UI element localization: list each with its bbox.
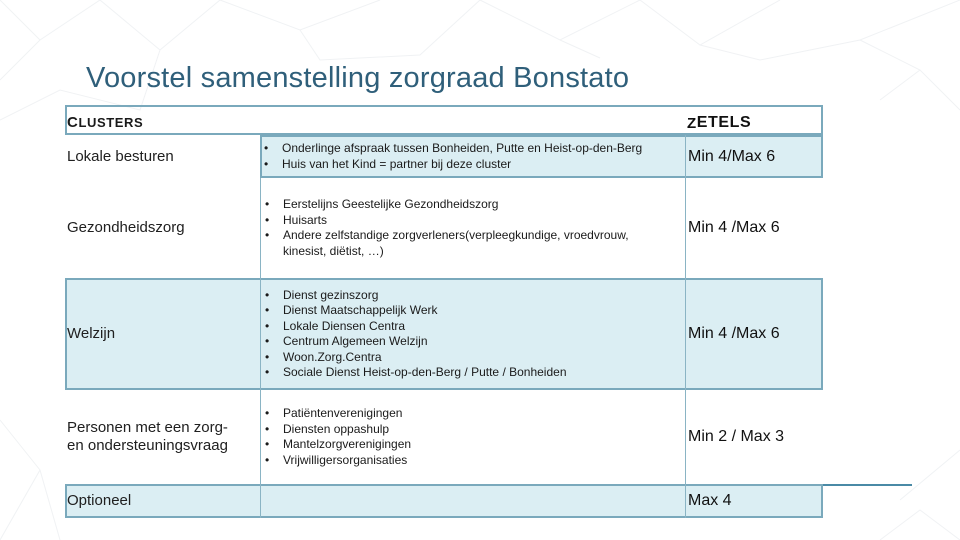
seats-value: Min 4/Max 6 bbox=[688, 147, 776, 165]
seats-cell bbox=[685, 135, 823, 178]
item-text: Sociale Dienst Heist-op-den-Berg / Putte / Bonheiden bbox=[283, 365, 567, 379]
header-clusters-rest: LUSTERS bbox=[78, 115, 144, 130]
bullet: • bbox=[264, 141, 269, 155]
list-item bbox=[265, 365, 567, 381]
table-row bbox=[65, 135, 823, 178]
bullet: • bbox=[265, 406, 270, 420]
list-item bbox=[265, 303, 567, 319]
table-row bbox=[65, 390, 823, 484]
item-text: Mantelzorgverenigingen bbox=[283, 437, 412, 451]
item-text: Lokale Diensen Centra bbox=[283, 318, 406, 333]
item-text: Woon.Zorg.Centra bbox=[283, 349, 382, 364]
list-item bbox=[264, 141, 643, 157]
bullet: • bbox=[265, 228, 270, 242]
list-item bbox=[264, 156, 642, 173]
cluster-name: Welzijn bbox=[67, 325, 116, 342]
items-list bbox=[260, 141, 642, 172]
item-text: Eerstelijns Geestelijke Gezondheidszorg bbox=[283, 197, 499, 211]
bullet: • bbox=[265, 318, 270, 333]
item-text: Andere zelfstandige zorgverleners(verpleegkundige, vroedvrouw, kinesist, diëtist, …) bbox=[283, 228, 629, 258]
cluster-name: Personen met een zorg- en ondersteuningsvraag bbox=[67, 419, 228, 454]
cluster-cell bbox=[65, 390, 260, 484]
cluster-name: Optioneel bbox=[67, 492, 132, 509]
page-title: Voorstel samenstelling zorgraad Bonstato bbox=[86, 62, 630, 94]
seats-value: Min 4 /Max 6 bbox=[688, 325, 780, 342]
header-seats bbox=[685, 105, 823, 135]
seats-cell bbox=[685, 390, 823, 484]
seats-value: Max 4 bbox=[688, 492, 732, 509]
list-item bbox=[265, 437, 412, 453]
seats-cell bbox=[685, 484, 823, 518]
bullet: • bbox=[265, 421, 270, 436]
table-header bbox=[65, 105, 823, 135]
seats-cell bbox=[685, 278, 823, 390]
bullet: • bbox=[265, 349, 270, 364]
seats-cell bbox=[685, 178, 823, 278]
bullet: • bbox=[265, 287, 270, 302]
bullet: • bbox=[265, 365, 270, 379]
item-text: Centrum Algemeen Welzijn bbox=[283, 334, 428, 348]
item-text: Huis van het Kind = partner bij deze cluster bbox=[282, 156, 512, 171]
items-list bbox=[261, 406, 411, 468]
item-text: Patiëntenverenigingen bbox=[283, 406, 403, 420]
header-seats-initial: Z bbox=[687, 114, 697, 132]
header-clusters bbox=[65, 105, 260, 135]
table-row bbox=[65, 178, 823, 278]
bullet: • bbox=[265, 437, 270, 451]
header-seats-rest: ETELS bbox=[696, 114, 752, 131]
items-list bbox=[261, 197, 685, 259]
bullet: • bbox=[265, 197, 270, 211]
items-cell bbox=[260, 484, 685, 518]
cluster-name: Gezondheidszorg bbox=[67, 219, 185, 236]
item-text: Huisarts bbox=[283, 212, 328, 227]
item-text: Dienst gezinszorg bbox=[283, 287, 379, 302]
bullet: • bbox=[265, 212, 270, 227]
bullet: • bbox=[265, 303, 270, 317]
list-item bbox=[265, 349, 567, 366]
header-clusters-initial: C bbox=[67, 114, 79, 131]
item-text: Dienst Maatschappelijk Werk bbox=[283, 303, 438, 317]
items-cell bbox=[260, 278, 685, 390]
item-text: Vrijwilligersorganisaties bbox=[283, 452, 408, 467]
table-row bbox=[65, 278, 823, 390]
bullet: • bbox=[265, 452, 270, 467]
bullet: • bbox=[265, 334, 270, 348]
bullet: • bbox=[264, 156, 269, 171]
list-item bbox=[265, 318, 567, 335]
cluster-cell bbox=[65, 484, 260, 518]
list-item bbox=[265, 287, 567, 304]
items-list bbox=[261, 288, 567, 381]
list-item bbox=[265, 421, 411, 438]
list-item bbox=[265, 334, 567, 350]
cluster-cell bbox=[65, 278, 260, 390]
list-item bbox=[265, 197, 665, 213]
items-cell bbox=[260, 178, 685, 278]
item-text: Onderlinge afspraak tussen Bonheiden, Putte en Heist-op-den-Berg bbox=[282, 141, 643, 155]
list-item bbox=[265, 228, 665, 259]
cluster-cell bbox=[65, 135, 260, 178]
seats-value: Min 4 /Max 6 bbox=[688, 219, 780, 236]
cluster-name: Lokale besturen bbox=[67, 147, 174, 165]
item-text: Diensten oppashulp bbox=[283, 421, 390, 436]
seats-value: Min 2 / Max 3 bbox=[688, 428, 785, 445]
items-cell bbox=[260, 135, 685, 178]
items-cell bbox=[260, 390, 685, 484]
cluster-cell bbox=[65, 178, 260, 278]
list-item bbox=[265, 212, 665, 229]
list-item bbox=[265, 452, 411, 469]
list-item bbox=[265, 406, 411, 422]
table-row bbox=[65, 484, 823, 518]
